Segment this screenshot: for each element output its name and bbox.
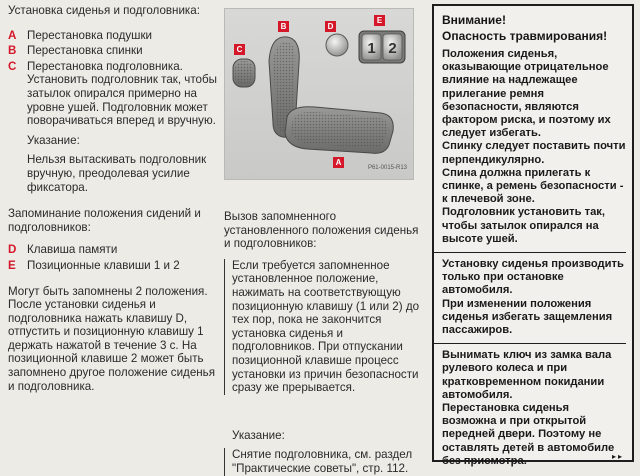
left-column — [8, 4, 220, 393]
warning-divider — [434, 252, 626, 253]
warning-paragraph: Спинку следует поставить почти перпендикулярно. — [442, 140, 626, 166]
note-text: Нельзя вытаскивать подголовник вручную, преодолевая усилие фиксатора. — [27, 153, 207, 194]
note-title: Указание: — [232, 428, 285, 442]
note-title: Указание: — [27, 133, 80, 147]
legend-key: B — [8, 44, 17, 58]
recall-text: Если требуется запомненное установленное положение, нажимать на соответствующую позиционную клавишу (1 или 2) до тех пор, пока не закончится установка сиденья и подголовников. При отпускании позиционной клавише процесс установки из причин безопасности сразу же прерывается. — [224, 259, 420, 395]
legend-item-d — [8, 243, 220, 257]
legend-text: Перестановка подушки — [27, 28, 152, 42]
warning-paragraph: При изменении положения сиденья избегать защемления пассажиров. — [442, 297, 613, 337]
warning-divider — [434, 343, 626, 344]
figure-label-e: E — [374, 15, 385, 26]
memory-heading: Запоминание положения сидений и подголовников: — [8, 207, 201, 234]
warning-box — [432, 4, 634, 467]
warning-subtitle: Опасность травмирования! — [442, 29, 608, 43]
warning-paragraph: Положения сиденья, оказывающие отрицательное влияние на надлежащее прилегание ремня безопасности, являются фактором риска, и поэтому их следует избегать. — [442, 48, 611, 140]
legend-key: E — [8, 258, 16, 272]
legend-key: D — [8, 243, 17, 257]
figure-label-d: D — [325, 21, 336, 32]
warning-title: Внимание! — [442, 13, 506, 27]
seat-controls-illustration — [225, 9, 415, 181]
legend-key: C — [8, 59, 17, 73]
memory-text: Могут быть запомнены 2 положения. После установки сиденья и подголовника нажать клавишу D, отпустить и позиционную клавишу 1 держать нажатой в течение 3 с. На позиционной клавише 2 может быть запомнено другое положение сиденья и подголовника. — [8, 284, 215, 393]
continuation-marker: ▸▸ — [611, 452, 624, 461]
seat-controls-figure — [224, 8, 414, 180]
middle-column — [224, 8, 420, 476]
warning-paragraph: Установку сиденья производить только при остановке автомобиля. — [442, 258, 624, 297]
intro-text: Установка сиденья и подголовника: — [8, 4, 200, 17]
legend-text: Перестановка подголовника. Установить подголовник так, чтобы затылок опирался примерно на уровне ушей. Подголовник может поворачиваться вперед и вручную. — [27, 59, 217, 128]
legend-item-a — [8, 29, 220, 43]
legend-item-e — [8, 259, 220, 273]
warning-paragraph: Перестановка сиденья возможна и при открытой передней двери. Поэтому не оставлять детей в автомобиле без присмотра. — [442, 402, 615, 467]
legend-item-b — [8, 44, 220, 58]
warning-paragraph: Подголовник установить так, чтобы затылок опирался на высоте ушей. — [442, 206, 605, 245]
position-key-2-label: 2 — [388, 40, 397, 57]
legend-key: A — [8, 28, 17, 42]
warning-paragraph: Вынимать ключ из замка вала рулевого колеса и при кратковременном покидании автомобиля. — [442, 349, 612, 401]
figure-label-b: B — [278, 21, 289, 32]
legend-text: Клавиша памяти — [27, 243, 118, 257]
legend-item-c — [8, 60, 220, 128]
legend-text: Позиционные клавиши 1 и 2 — [27, 258, 180, 272]
warning-paragraph: Спина должна прилегать к спинке, а ремень безопасности - к плечевой зоне. — [442, 166, 624, 206]
legend-text: Перестановка спинки — [27, 44, 143, 58]
figure-label-c: C — [234, 44, 245, 55]
figure-label-a: A — [333, 157, 344, 168]
recall-heading: Вызов запомненного установленного положения сиденья и подголовников: — [224, 210, 419, 251]
memory-button — [326, 34, 348, 56]
position-key-1-label: 1 — [367, 40, 376, 57]
figure-code: P61-0015-R13 — [367, 165, 407, 172]
note-text: Снятие подголовника, см. раздел "Практические советы", стр. 112. — [224, 448, 420, 475]
